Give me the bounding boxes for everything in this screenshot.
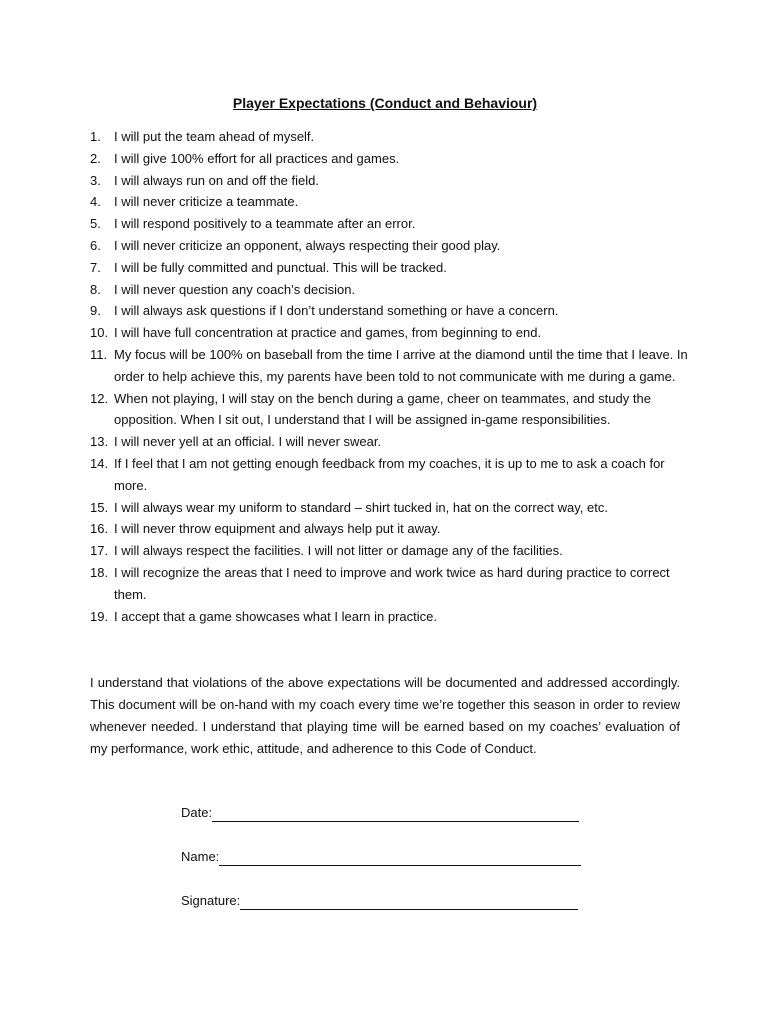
expectation-number: 13.: [90, 434, 109, 450]
date-field: [181, 804, 579, 822]
expectation-number: 14.: [90, 455, 109, 471]
expectation-number: 16.: [90, 521, 109, 537]
expectation-item: [90, 257, 690, 279]
expectation-text: I will have full concentration at practice and games, from beginning to end.: [114, 325, 542, 341]
expectation-text: I will give 100% effort for all practices and games.: [114, 150, 400, 166]
expectation-text: I will always respect the facilities. I will not litter or damage any of the facilities.: [114, 543, 563, 559]
signature-blank-line: [240, 895, 578, 910]
expectation-item: [90, 388, 690, 432]
expectation-item: [90, 279, 690, 301]
expectation-number: 5.: [90, 216, 101, 232]
signature-label: Signature:: [181, 893, 241, 908]
expectation-text: I will never criticize a teammate.: [114, 194, 299, 210]
expectation-text: I will never throw equipment and always help put it away.: [114, 521, 441, 537]
expectation-item: [90, 191, 690, 213]
name-field: [181, 848, 581, 866]
document-title: Player Expectations (Conduct and Behaviour): [232, 95, 538, 111]
expectation-item: [90, 126, 690, 148]
expectation-text: My focus will be 100% on baseball from the time I arrive at the diamond until the time that I leave. In order to help achieve this, my parents have been told to not communicate with me during a game.: [114, 346, 688, 384]
expectation-text: I will never criticize an opponent, always respecting their good play.: [114, 237, 501, 253]
expectation-text: I will recognize the areas that I need to improve and work twice as hard during practice to correct them.: [114, 564, 670, 602]
expectation-number: 1.: [90, 129, 101, 144]
expectation-text: I will always wear my uniform to standard – shirt tucked in, hat on the correct way, etc.: [114, 499, 608, 515]
expectation-text: If I feel that I am not getting enough feedback from my coaches, it is up to me to ask a coach for more.: [114, 455, 665, 493]
expectation-number: 9.: [90, 303, 101, 319]
expectation-item: [90, 518, 690, 540]
expectation-item: [90, 344, 690, 388]
expectation-number: 19.: [90, 608, 109, 624]
expectations-list: [90, 126, 690, 627]
expectation-item: [90, 606, 690, 628]
expectation-number: 12.: [90, 390, 109, 406]
name-blank-line: [219, 851, 581, 866]
date-label: Date:: [181, 805, 213, 820]
expectation-number: 18.: [90, 564, 109, 580]
expectation-text: When not playing, I will stay on the bench during a game, cheer on teammates, and study the opposition. When I sit out, I understand that I will be assigned in-game responsibilities.: [114, 390, 651, 428]
expectation-text: I will put the team ahead of myself.: [114, 129, 315, 144]
expectation-item: [90, 431, 690, 453]
expectation-item: [90, 213, 690, 235]
date-blank-line: [212, 807, 579, 822]
expectation-number: 15.: [90, 499, 109, 515]
expectation-item: [90, 170, 690, 192]
expectation-item: [90, 322, 690, 344]
expectation-text: I will never yell at an official. I will never swear.: [114, 434, 382, 450]
expectation-text: I will never question any coach’s decision.: [114, 281, 356, 297]
expectation-number: 10.: [90, 325, 109, 341]
expectation-text: I will be fully committed and punctual. This will be tracked.: [114, 259, 447, 275]
expectation-text: I will always ask questions if I don’t understand something or have a concern.: [114, 303, 559, 319]
expectation-number: 8.: [90, 281, 101, 297]
expectation-text: I accept that a game showcases what I learn in practice.: [114, 608, 438, 624]
expectation-number: 4.: [90, 194, 101, 210]
expectation-number: 6.: [90, 237, 101, 253]
expectation-text: I will respond positively to a teammate after an error.: [114, 216, 416, 232]
expectation-number: 3.: [90, 172, 101, 188]
expectation-item: [90, 453, 690, 497]
expectation-item: [90, 148, 690, 170]
expectation-text: I will always run on and off the field.: [114, 172, 319, 188]
expectation-item: [90, 540, 690, 562]
expectation-number: 7.: [90, 259, 101, 275]
expectation-number: 17.: [90, 543, 109, 559]
expectation-item: [90, 235, 690, 257]
acknowledgement-paragraph: I understand that violations of the above expectations will be documented and addressed accordingly. This document will be on-hand with my coach every time we’re together this season in order to review whenever needed. I understand that playing time will be earned based on my coaches’ evaluation of my performance, work ethic, attitude, and adherence to this Code of Conduct.: [90, 675, 680, 756]
expectation-number: 11.: [90, 346, 108, 362]
expectation-item: [90, 562, 690, 606]
signature-field: [181, 892, 578, 910]
name-label: Name:: [181, 849, 220, 864]
expectation-item: [90, 300, 690, 322]
expectation-number: 2.: [90, 150, 101, 166]
expectation-item: [90, 497, 690, 519]
